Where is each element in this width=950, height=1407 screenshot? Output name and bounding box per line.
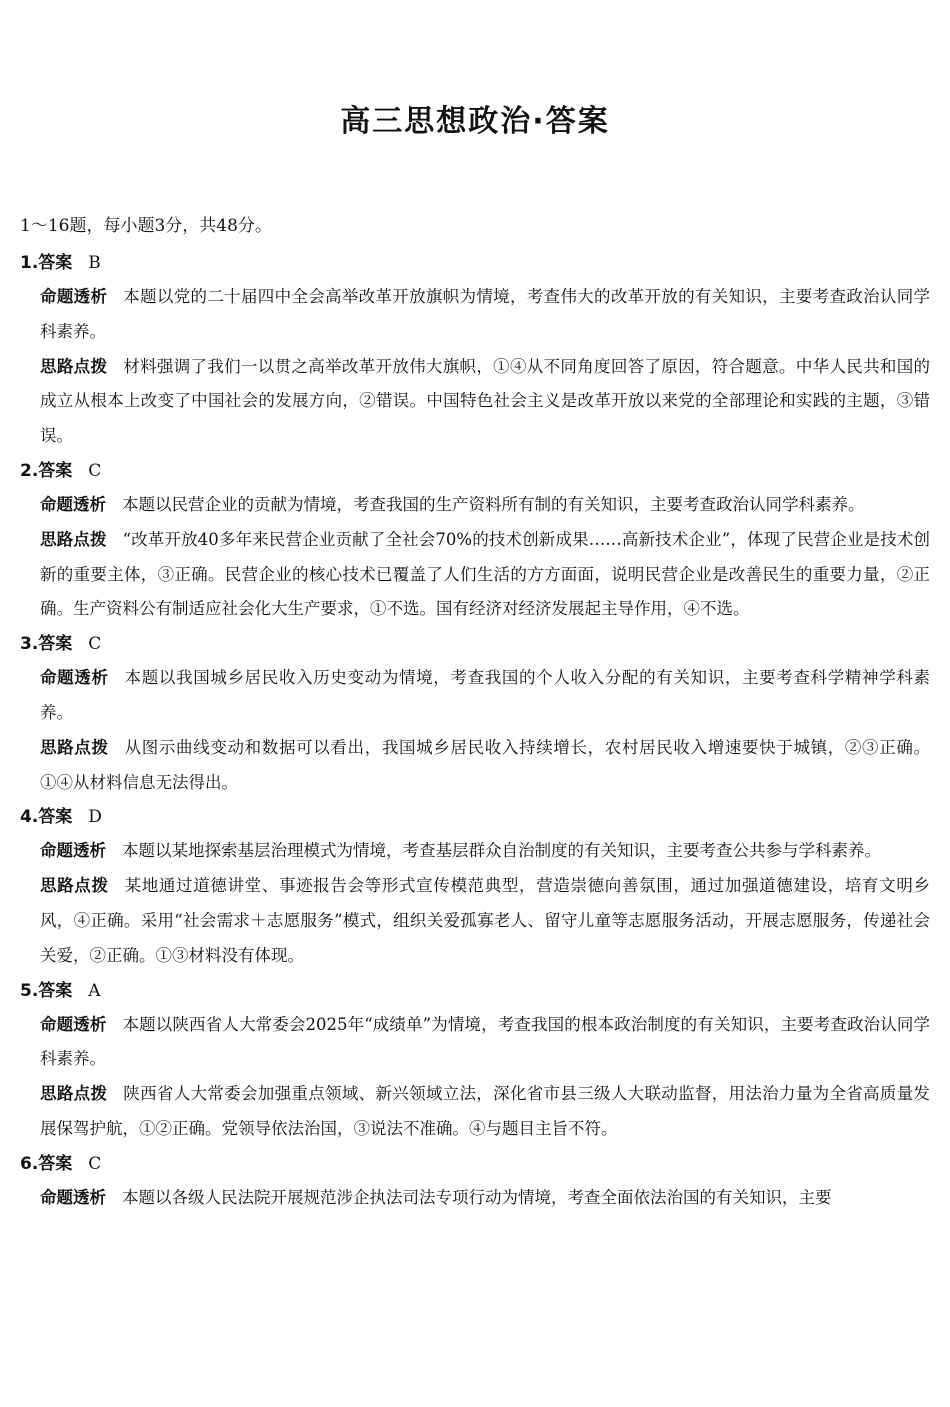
analysis-text: 本题以陕西省人大常委会2025年“成绩单”为情境，考查我国的根本政治制度的有关知识，主要考查政治认同学科素养。	[40, 1014, 930, 1069]
answer-label: 答案	[38, 807, 73, 828]
hint-text: “改革开放40多年来民营企业贡献了全社会70%的技术创新成果……高新技术企业”，体现了民营企业是技术创新的重要主体，③正确。民营企业的核心技术已覆盖了人们生活的方方面面，说明民营企业是改善民生的重要力量，②正确。生产资料公有制适应社会化大生产要求，①不选。国有经济对经济发展起主导作用，④不选。	[40, 529, 931, 619]
hint-text: 从图示曲线变动和数据可以看出，我国城乡居民收入持续增长，农村居民收入增速要快于城镇，②③正确。①④从材料信息无法得出。	[40, 737, 931, 792]
page-bottom-cutoff	[0, 1336, 950, 1407]
answer-line	[0, 800, 950, 834]
hint-paragraph	[40, 350, 930, 454]
analysis-text: 本题以民营企业的贡献为情境，考查我国的生产资料所有制的有关知识，主要考查政治认同学科素养。	[122, 494, 865, 514]
score-summary: 1～16题，每小题3分，共48分。	[20, 216, 272, 236]
analysis-paragraph	[40, 834, 930, 869]
answer-line	[0, 454, 950, 488]
answer-choice: A	[88, 980, 101, 1001]
question-number: 5.	[20, 980, 39, 1001]
analysis-text: 本题以某地探索基层治理模式为情境，考查基层群众自治制度的有关知识，主要考查公共参与学科素养。	[122, 841, 881, 861]
hint-label: 思路点拨	[40, 876, 109, 896]
answer-line	[0, 974, 950, 1008]
hint-text: 材料强调了我们一以贯之高举改革开放伟大旗帜，①④从不同角度回答了原因，符合题意。中华人民共和国的成立从根本上改变了中国社会的发展方向，②错误。中国特色社会主义是改革开放以来党的全部理论和实践的主题，③错误。	[40, 356, 931, 446]
analysis-text: 本题以我国城乡居民收入历史变动为情境，考查我国的个人收入分配的有关知识，主要考查科学精神学科素养。	[40, 668, 931, 722]
analysis-paragraph	[40, 1008, 930, 1078]
question-1	[0, 246, 950, 454]
answer-choice: C	[88, 460, 102, 481]
analysis-label: 命题透析	[40, 287, 108, 306]
question-number: 4.	[20, 807, 39, 828]
question-2	[0, 454, 950, 627]
answer-label: 答案	[38, 253, 73, 273]
answer-choice: C	[88, 634, 102, 655]
hint-text: 陕西省人大常委会加强重点领域、新兴领域立法，深化省市县三级人大联动监督，用法治力量为全省高质量发展保驾护航，①②正确。党领导依法治国，③说法不准确。④与题目主旨不符。	[40, 1084, 931, 1138]
answer-list	[0, 246, 950, 1216]
question-number: 1.	[20, 253, 39, 273]
analysis-label: 命题透析	[40, 841, 106, 861]
question-5	[0, 974, 950, 1147]
question-4	[0, 800, 950, 973]
question-3	[0, 627, 950, 800]
hint-label: 思路点拨	[40, 529, 107, 549]
hint-label: 思路点拨	[40, 356, 108, 376]
answer-choice: B	[88, 253, 101, 273]
answer-line	[0, 1147, 950, 1181]
hint-text: 某地通过道德讲堂、事迹报告会等形式宣传模范典型，营造崇德向善氛围，通过加强道德建设，培育文明乡风，④正确。采用“社会需求＋志愿服务”模式，组织关爱孤寡老人、留守儿童等志愿服务活动，开展志愿服务，传递社会关爱，②正确。①③材料没有体现。	[40, 876, 931, 965]
analysis-paragraph	[40, 280, 930, 350]
analysis-paragraph	[40, 1181, 930, 1216]
answer-line	[0, 246, 950, 280]
question-number: 6.	[20, 1153, 39, 1174]
question-number: 2.	[20, 460, 39, 481]
analysis-paragraph	[40, 488, 930, 523]
hint-label: 思路点拨	[40, 1084, 108, 1104]
answer-label: 答案	[38, 1153, 73, 1174]
question-6	[0, 1147, 950, 1216]
analysis-label: 命题透析	[40, 494, 106, 514]
hint-label: 思路点拨	[40, 737, 109, 757]
analysis-label: 命题透析	[40, 1187, 106, 1207]
analysis-label: 命题透析	[40, 1014, 107, 1034]
question-number: 3.	[20, 634, 39, 655]
hint-paragraph	[40, 1077, 930, 1147]
answer-choice: D	[88, 807, 102, 828]
hint-paragraph	[40, 731, 930, 801]
answer-line	[0, 627, 950, 661]
hint-paragraph	[40, 523, 930, 627]
answer-choice: C	[88, 1153, 102, 1174]
answer-label: 答案	[38, 980, 73, 1001]
hint-paragraph	[40, 869, 930, 973]
analysis-text: 本题以党的二十届四中全会高举改革开放旗帜为情境，考查伟大的改革开放的有关知识，主要考查政治认同学科素养。	[40, 287, 931, 341]
page-title: 高三思想政治·答案	[340, 104, 610, 139]
analysis-text: 本题以各级人民法院开展规范涉企执法司法专项行动为情境，考查全面依法治国的有关知识，主要	[122, 1187, 832, 1207]
analysis-paragraph	[40, 661, 930, 731]
analysis-label: 命题透析	[40, 668, 109, 688]
answer-label: 答案	[38, 460, 73, 481]
answer-label: 答案	[38, 634, 73, 655]
